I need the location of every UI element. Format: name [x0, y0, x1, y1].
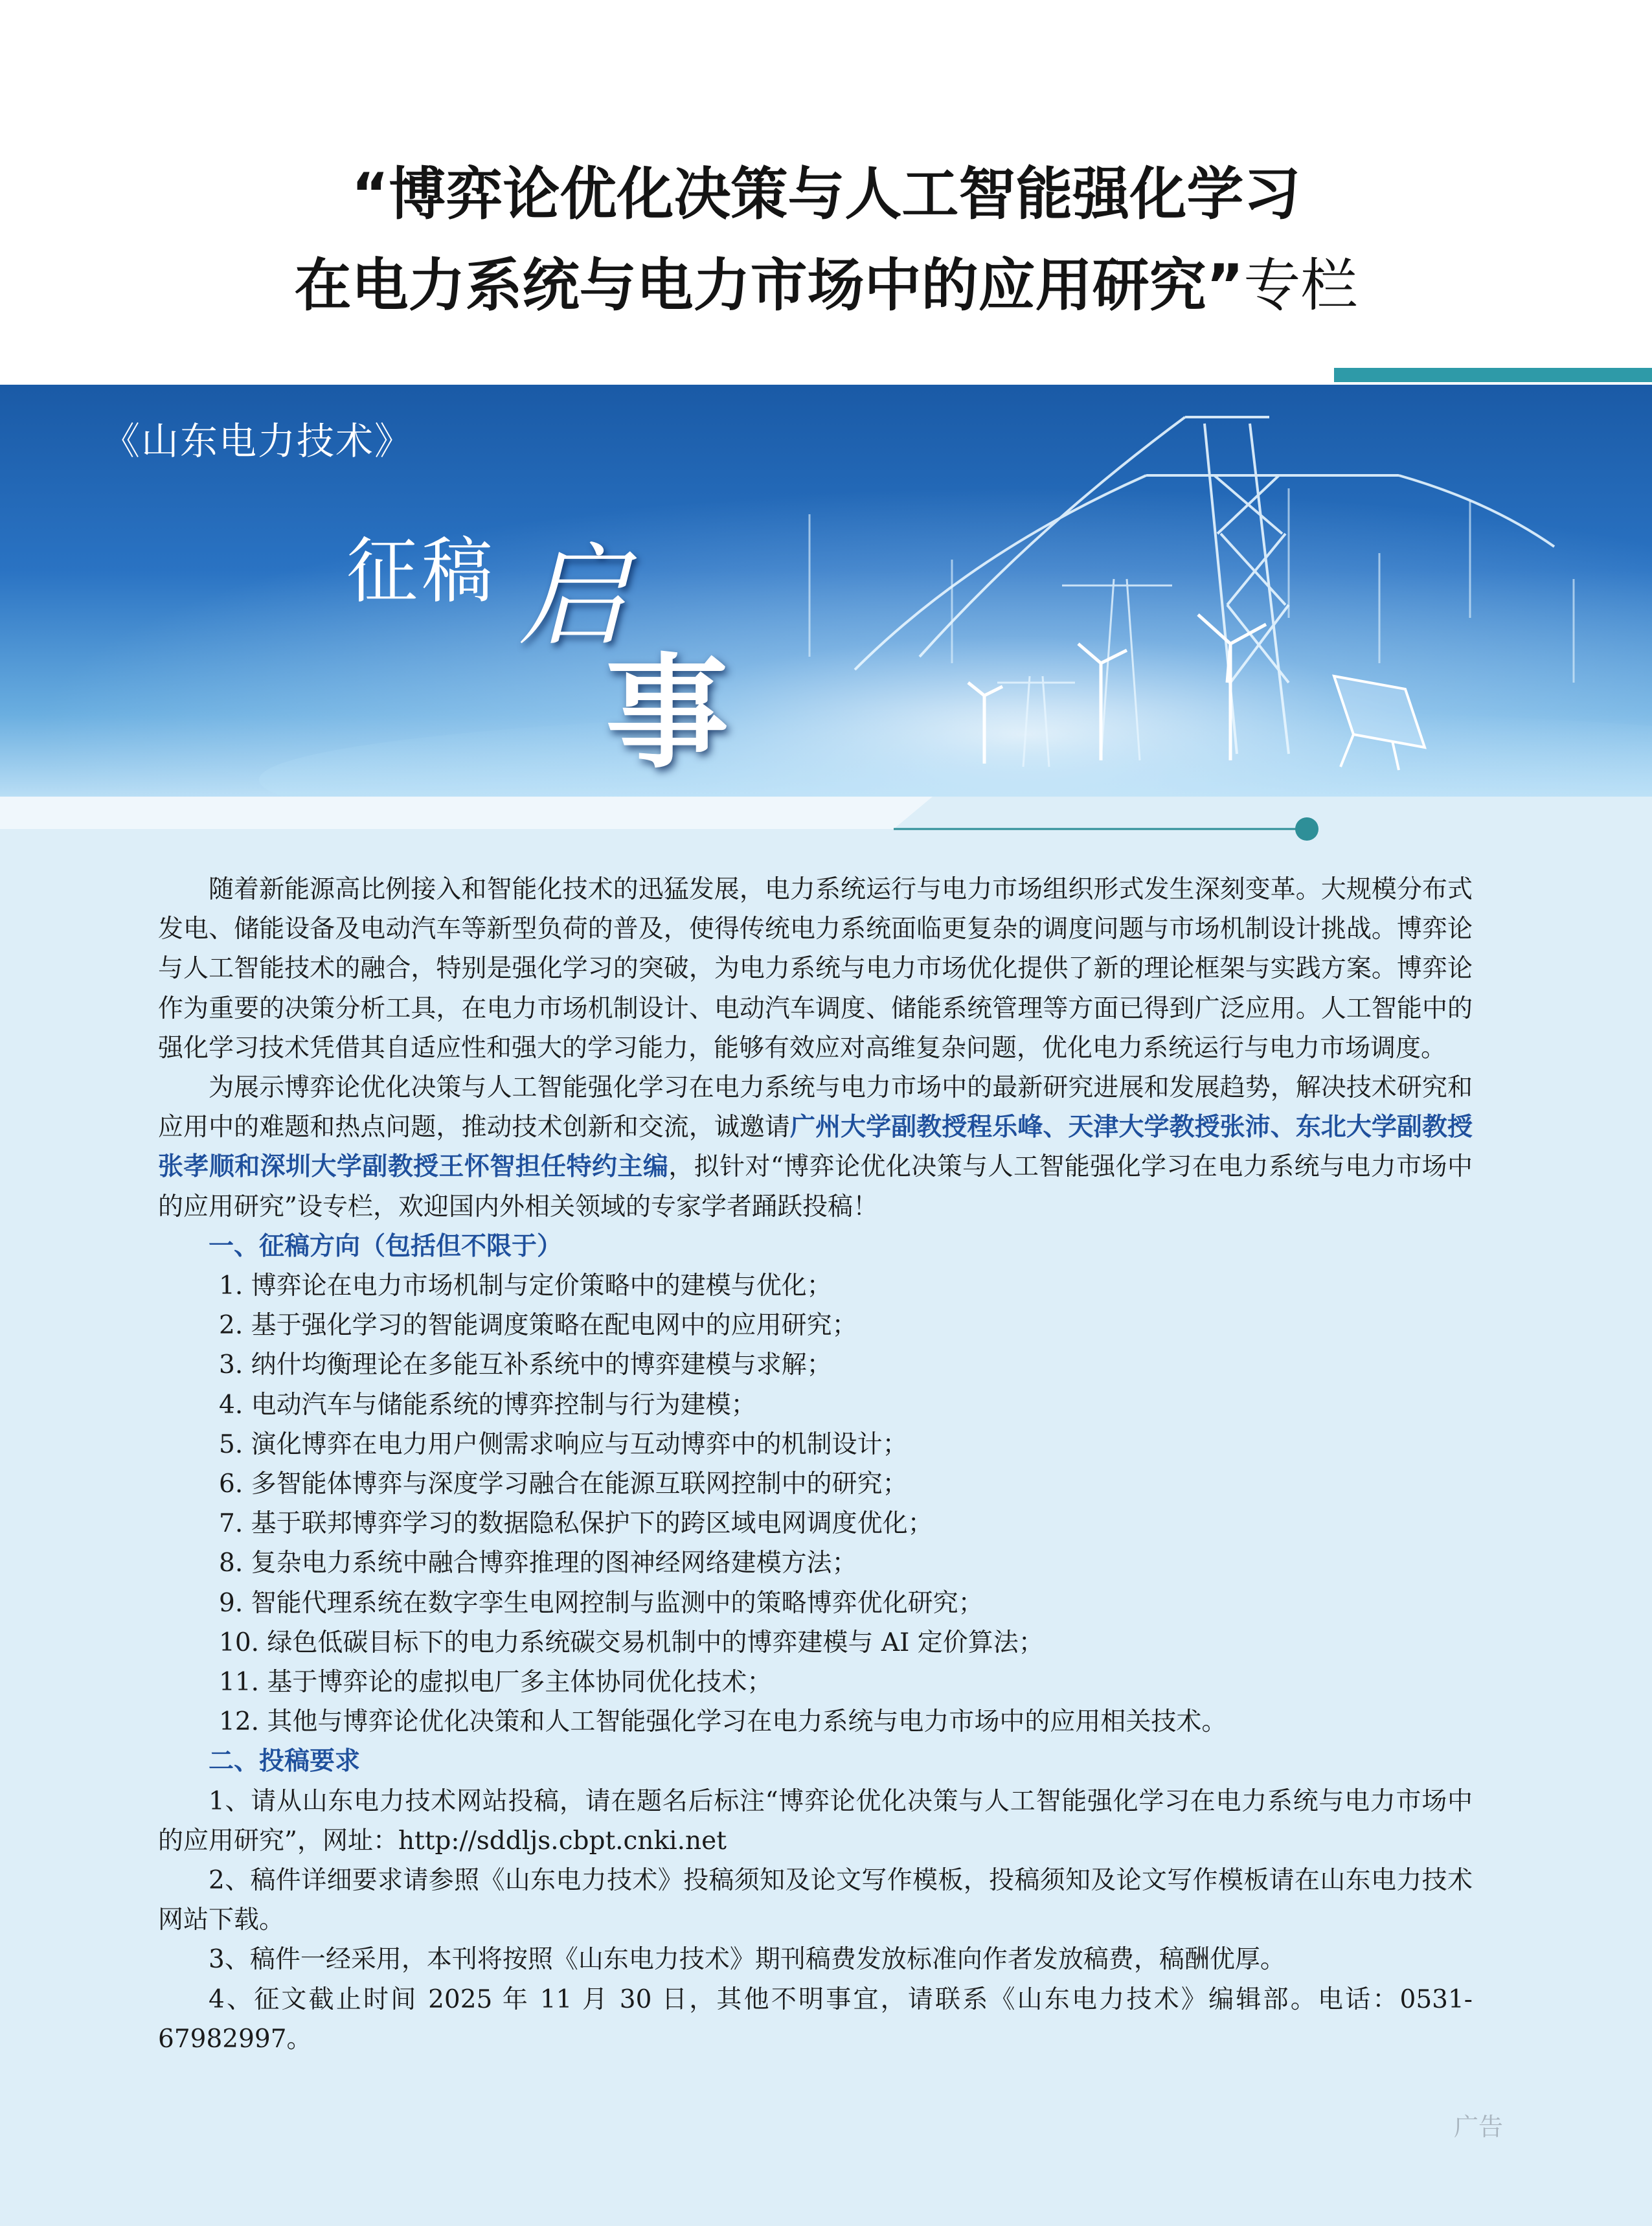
- topic-item: 5. 演化博弈在电力用户侧需求响应与互动博弈中的机制设计；: [219, 1429, 908, 1459]
- topic-item: 8. 复杂电力系统中融合博弈推理的图神经网络建模方法；: [219, 1549, 857, 1578]
- teal-accent-stripe: [1334, 368, 1652, 382]
- advertisement-label: 广告: [1454, 2113, 1504, 2141]
- journal-name: 《山东电力技术》: [102, 419, 414, 463]
- topic-item: 11. 基于博弈论的虚拟电厂多主体协同优化技术；: [219, 1668, 773, 1698]
- topic-item: 3. 纳什均衡理论在多能互补系统中的博弈建模与求解；: [219, 1350, 832, 1380]
- title-line-2-suffix: 专栏: [1243, 251, 1358, 319]
- divider-dot-icon: [1295, 817, 1318, 841]
- title-line-2-main: 在电力系统与电力市场中的应用研究”: [294, 251, 1244, 319]
- requirement-item: 3、稿件一经采用，本刊将按照《山东电力技术》期刊稿费发放标准向作者发放稿费，稿酬优厚。: [209, 1945, 1285, 1975]
- banner-title-part-3: 事: [605, 641, 729, 785]
- section-1-heading: 一、征稿方向（包括但不限于）: [209, 1231, 563, 1261]
- section-2-heading: 二、投稿要求: [209, 1747, 361, 1777]
- requirement-item: 2、稿件详细要求请参照《山东电力技术》投稿须知及论文写作模板，投稿须知及论文写作模板请在山东电力技术网站下载。: [158, 1866, 1473, 1935]
- topic-item: 9. 智能代理系统在数字孪生电网控制与监测中的策略博弈优化研究；: [219, 1588, 984, 1618]
- title-line-1: “博弈论优化决策与人工智能强化学习: [351, 161, 1301, 227]
- title-line-2: [0, 240, 1652, 332]
- topic-item: 6. 多智能体博弈与深度学习融合在能源互联网控制中的研究；: [219, 1470, 908, 1499]
- guest-editors: 广州大学副教授程乐峰、天津大学教授张沛、东北大学副教授张孝顺和深圳大学副教授王怀智担任特约主编: [158, 1113, 1473, 1182]
- requirement-item: 1、请从山东电力技术网站投稿，请在题名后标注“博弈论优化决策与人工智能强化学习在电力系统与电力市场中的应用研究”，网址：http://sddljs.cbpt.cnki.net: [158, 1786, 1473, 1856]
- banner-title-part-2: 启: [518, 533, 629, 661]
- topic-item: 10. 绿色低碳目标下的电力系统碳交易机制中的博弈建模与 AI 定价算法；: [219, 1628, 1044, 1657]
- topic-item: 12. 其他与博弈论优化决策和人工智能强化学习在电力系统与电力市场中的应用相关技术。: [219, 1707, 1227, 1737]
- section-divider: [0, 797, 1652, 842]
- banner-title-part-1: 征稿: [346, 530, 497, 613]
- requirement-item: 4、征文截止时间 2025 年 11 月 30 日，其他不明事宜，请联系《山东电力技术》编辑部。电话：0531-67982997。: [158, 1984, 1473, 2054]
- invitation-text-start: 为展示博弈论优化决策与人工智能强化学习在电力系统与电力市场中的最新研究进展和发展趋势，解决技术研究和应用中的难题和热点问题，推动技术创新和交流，诚邀请: [158, 1073, 1473, 1142]
- invitation-paragraph: [158, 1068, 1473, 1227]
- intro-paragraph: 随着新能源高比例接入和智能化技术的迅猛发展，电力系统运行与电力市场组织形式发生深刻变革。大规模分布式发电、储能设备及电动汽车等新型负荷的普及，使得传统电力系统面临更复杂的调度问题与市场机制设计挑战。博弈论与人工智能技术的融合，特别是强化学习的突破，为电力系统与电力市场优化提供了新的理论框架与实践方案。博弈论作为重要的决策分析工具，在电力市场机制设计、电动汽车调度、储能系统管理等方面已得到广泛应用。人工智能中的强化学习技术凭借其自适应性和强大的学习能力，能够有效应对高维复杂问题，优化电力系统运行与电力市场调度。: [158, 875, 1473, 1063]
- column-title: [0, 149, 1652, 332]
- topic-item: 4. 电动汽车与储能系统的博弈控制与行为建模；: [219, 1390, 756, 1420]
- topic-item: 1. 博弈论在电力市场机制与定价策略中的建模与优化；: [219, 1271, 832, 1301]
- banner: [0, 385, 1652, 797]
- topic-item: 2. 基于强化学习的智能调度策略在配电网中的应用研究；: [219, 1311, 857, 1341]
- invitation-text-end: ，拟针对“博弈论优化决策与人工智能强化学习在电力系统与电力市场中的应用研究”设专栏，欢迎国内外相关领域的专家学者踊跃投稿！: [158, 1152, 1473, 1221]
- call-for-papers-content: [158, 870, 1473, 2059]
- topic-item: 7. 基于联邦博弈学习的数据隐私保护下的跨区域电网调度优化；: [219, 1509, 933, 1539]
